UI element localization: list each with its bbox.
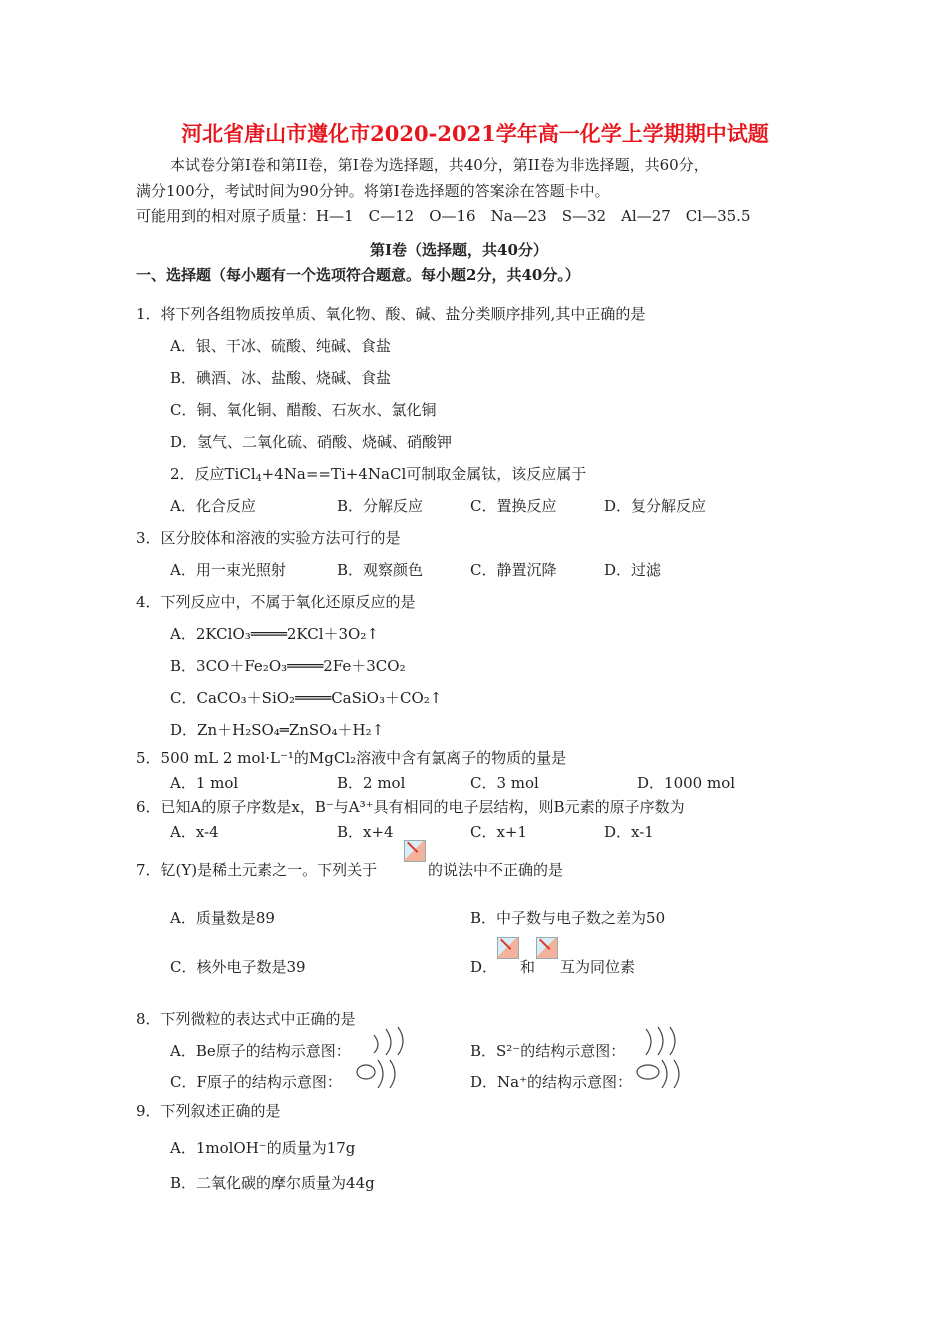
q7-option-b: B．中子数与电子数之差为50 xyxy=(470,909,666,927)
q7-option-d-mid: 和 xyxy=(520,958,536,976)
q4-option-c: C．CaCO₃＋SiO₂════CaSiO₃＋CO₂↑ xyxy=(170,689,443,707)
q2-option-d: D．复分解反应 xyxy=(604,497,707,515)
q5-option-b: B．2 mol xyxy=(337,774,406,792)
q9-stem: 9．下列叙述正确的是 xyxy=(136,1102,281,1120)
q8-option-c: C．F原子的结构示意图： xyxy=(170,1073,342,1091)
q8-stem: 8．下列微粒的表达式中正确的是 xyxy=(136,1010,356,1028)
section1-heading: 一、选择题（每小题有一个选项符合题意。每小题2分，共40分。） xyxy=(136,266,580,284)
q6-option-b: B．x+4 xyxy=(337,823,394,841)
q6-option-d: D．x-1 xyxy=(604,823,654,841)
q4-option-b: B．3CO＋Fe₂O₃════2Fe＋3CO₂ xyxy=(170,657,406,675)
q7-stem-post: 的说法中不正确的是 xyxy=(428,861,564,879)
q5-stem: 5．500 mL 2 mol·L⁻¹的MgCl₂溶液中含有氯离子的物质的量是 xyxy=(136,749,567,767)
q2-option-a: A．化合反应 xyxy=(170,497,256,515)
q4-option-d: D．Zn＋H₂SO₄═ZnSO₄＋H₂↑ xyxy=(170,721,385,739)
q2-stem xyxy=(170,463,586,484)
part1-title: 第Ⅰ卷（选择题，共40分） xyxy=(370,241,548,259)
q1-stem: 1．将下列各组物质按单质、氧化物、酸、碱、盐分类顺序排列,其中正确的是 xyxy=(136,305,646,323)
intro-line-1: 本试卷分第Ⅰ卷和第II卷，第Ⅰ卷为选择题，共40分，第II卷为非选择题，共60分， xyxy=(170,156,709,174)
broken-image-icon xyxy=(404,840,426,862)
atomic-structure-diagram-icon xyxy=(354,1058,404,1092)
q7-option-c: C．核外电子数是39 xyxy=(170,958,306,976)
q5-option-d: D．1000 mol xyxy=(637,774,736,792)
q8-option-b: B．S²⁻的结构示意图： xyxy=(470,1042,626,1060)
broken-image-icon xyxy=(536,937,558,959)
q1-option-a: A．银、干冰、硫酸、纯碱、食盐 xyxy=(170,337,391,355)
q2-option-b: B．分解反应 xyxy=(337,497,424,515)
q6-stem: 6．已知A的原子序数是x，B⁻与A³⁺具有相同的电子层结构，则B元素的原子序数为 xyxy=(136,798,685,816)
q3-option-a: A．用一束光照射 xyxy=(170,561,286,579)
q7-option-d-post: 互为同位素 xyxy=(560,958,636,976)
q8-option-d: D．Na⁺的结构示意图： xyxy=(470,1073,633,1091)
q6-option-a: A．x-4 xyxy=(170,823,219,841)
q7-stem-pre: 7．钇(Y)是稀土元素之一。下列关于 xyxy=(136,861,378,879)
q2-stem-pre: 2．反应TiCl xyxy=(170,465,256,483)
q7-option-d-pre: D． xyxy=(470,958,498,976)
q8-option-a: A．Be原子的结构示意图： xyxy=(170,1042,351,1060)
q6-option-c: C．x+1 xyxy=(470,823,528,841)
q4-stem: 4．下列反应中，不属于氧化还原反应的是 xyxy=(136,593,416,611)
q9-option-b: B．二氧化碳的摩尔质量为44g xyxy=(170,1174,375,1192)
atomic-structure-diagram-icon xyxy=(634,1058,688,1092)
q9-option-a: A．1molOH⁻的质量为17g xyxy=(170,1139,356,1157)
q4-option-a: A．2KClO₃════2KCl＋3O₂↑ xyxy=(170,625,379,643)
broken-image-icon xyxy=(497,937,519,959)
q1-option-d: D．氢气、二氧化硫、硝酸、烧碱、硝酸钾 xyxy=(170,433,453,451)
q5-option-a: A．1 mol xyxy=(170,774,239,792)
q3-option-d: D．过滤 xyxy=(604,561,662,579)
q3-option-c: C．静置沉降 xyxy=(470,561,557,579)
q1-option-c: C．铜、氧化铜、醋酸、石灰水、氯化铜 xyxy=(170,401,437,419)
q3-option-b: B．观察颜色 xyxy=(337,561,424,579)
q5-option-c: C．3 mol xyxy=(470,774,539,792)
atomic-structure-diagram-icon xyxy=(364,1025,414,1059)
q1-option-b: B．碘酒、冰、盐酸、烧碱、食盐 xyxy=(170,369,392,387)
q2-stem-post: +4Na==Ti+4NaCl可制取金属钛，该反应属于 xyxy=(261,465,587,483)
q2-stem-sub: 4 xyxy=(255,473,262,484)
q7-option-a: A．质量数是89 xyxy=(170,909,275,927)
page-title: 河北省唐山市遵化市2020-2021学年高一化学上学期期中试题 xyxy=(181,121,769,146)
intro-line-2: 满分100分，考试时间为90分钟。将第Ⅰ卷选择题的答案涂在答题卡中。 xyxy=(136,182,610,200)
q3-stem: 3．区分胶体和溶液的实验方法可行的是 xyxy=(136,529,401,547)
atomic-mass-line: 可能用到的相对原子质量：H—1 C—12 O—16 Na—23 S—32 Al—27 Cl—35.5 xyxy=(136,207,751,225)
atomic-structure-diagram-icon xyxy=(636,1025,686,1059)
q2-option-c: C．置换反应 xyxy=(470,497,557,515)
